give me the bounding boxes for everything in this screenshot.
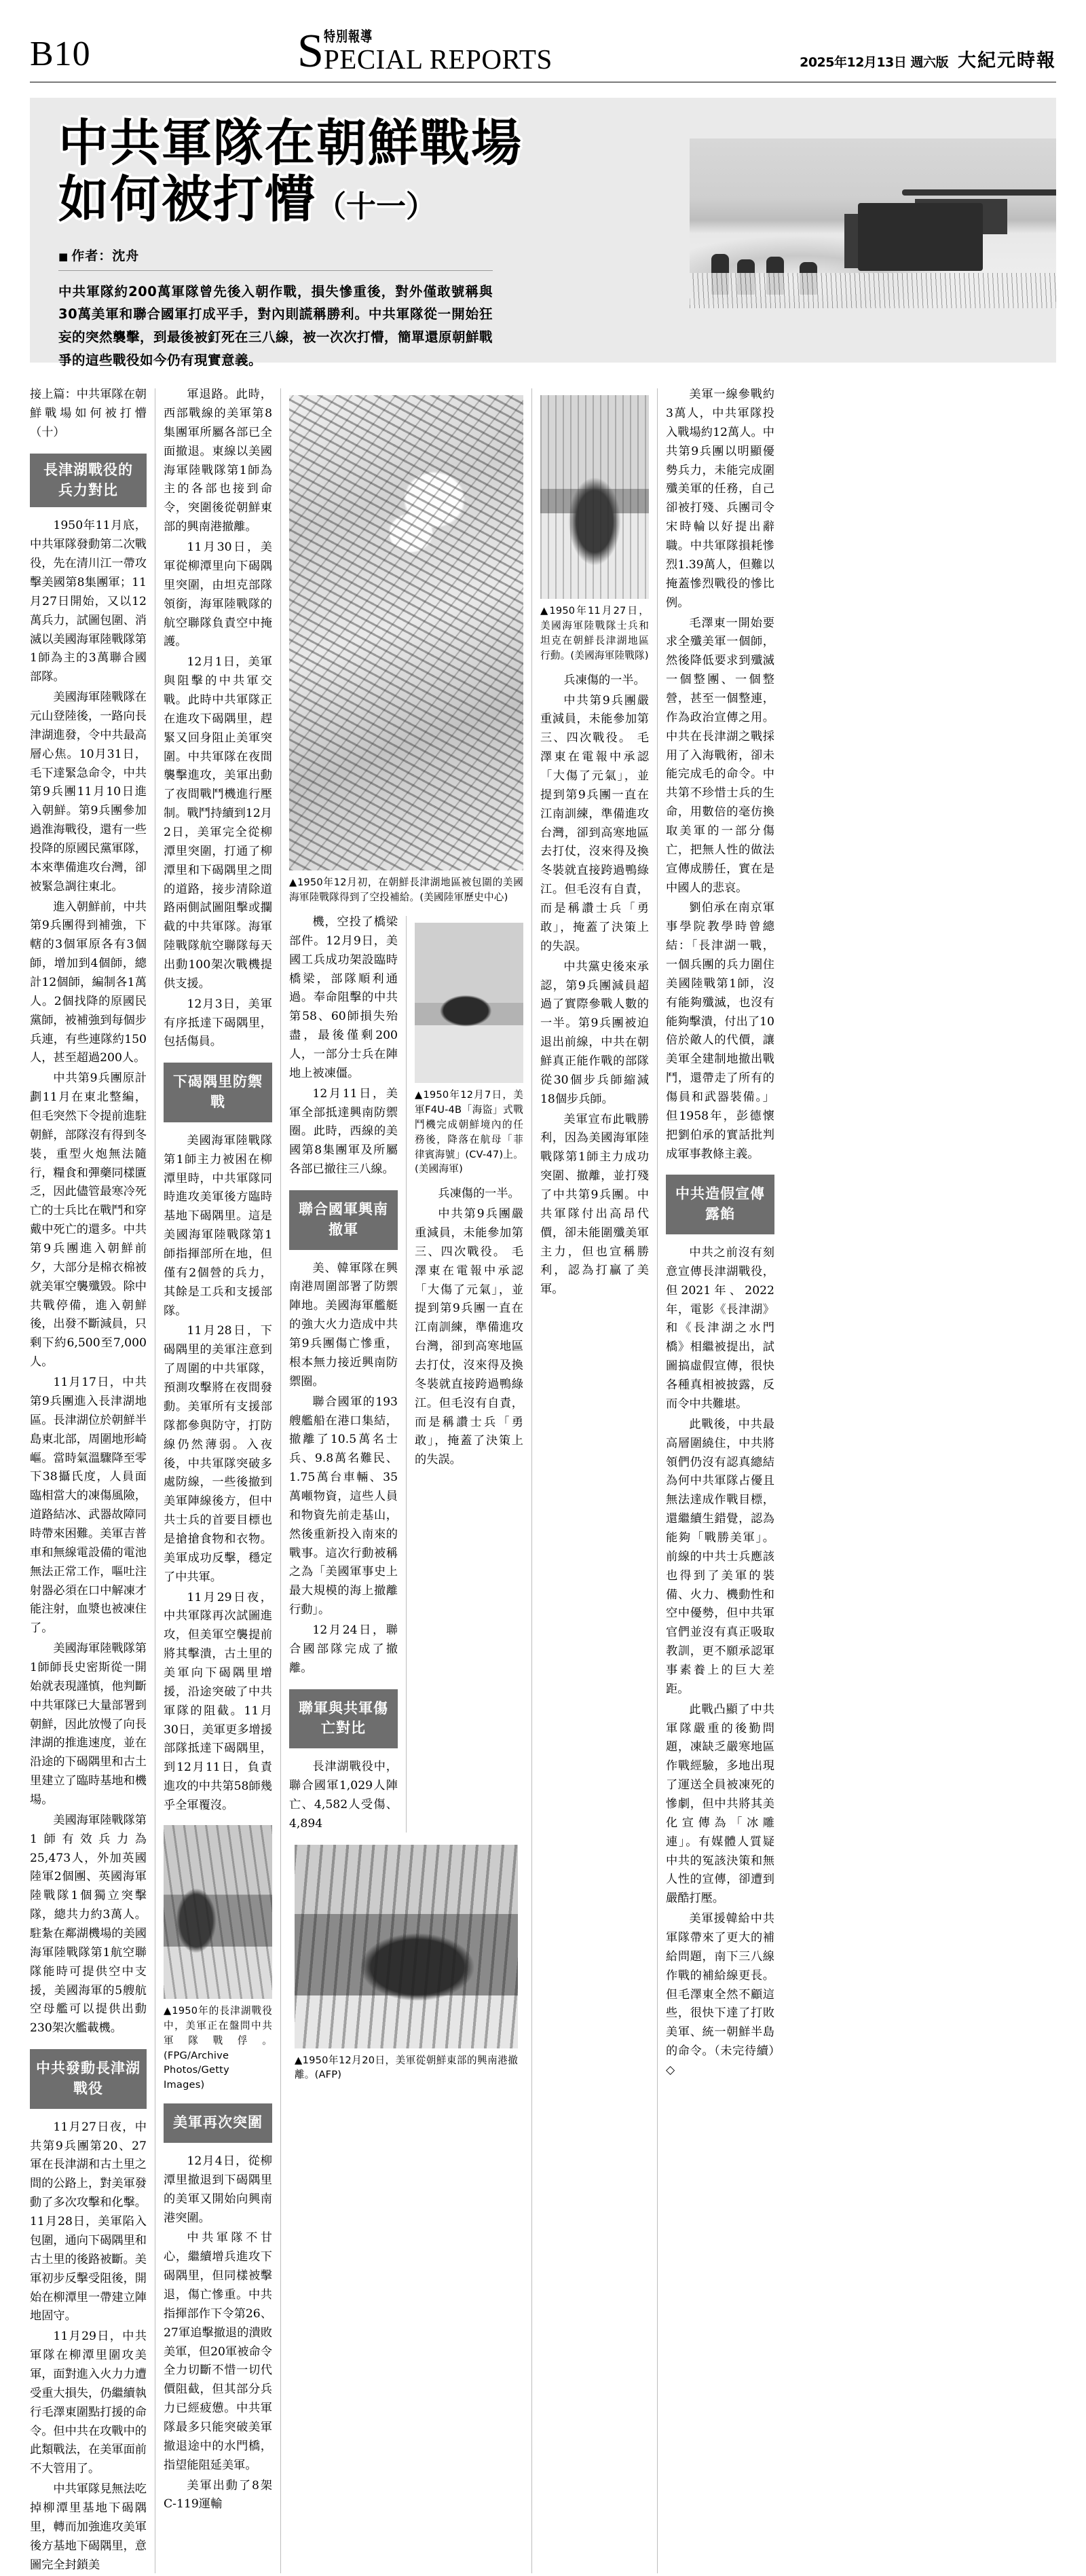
- paragraph: 美國海軍陸戰隊在元山登陸後，一路向長津湖進發，令中共最高層心焦。10月31日，毛下達緊急命令，中共第9兵團11月10日進入朝鮮。第9兵團參加過淮海戰役，還有一些投降的原國民黨軍隊，本來準備進攻台灣，卻被緊急調往東北。: [30, 691, 147, 894]
- paragraph: 11月27日夜，中共第9兵團第20、27軍在長津湖和古土里之間的公路上，對美軍發動了多次攻擊和化擊。11月28日，美軍陷入包圍，通向下碣隅里和古土里的後路被斷。美軍初步反擊受阻後，開始在柳潭里一帶建立陣地固守。: [30, 2120, 147, 2323]
- paragraph: 兵凍傷的一半。: [563, 673, 645, 687]
- section-header-hagaru-defense: [164, 1063, 272, 1122]
- continued-from-note: 接上篇：中共軍隊在朝鮮戰場如何被打懵（十）: [30, 388, 147, 439]
- article-columns: [30, 386, 1056, 2576]
- column-3: [281, 386, 531, 2576]
- paragraph: 美軍宣布此戰勝利，因為美國海軍陸戰隊第1師主力成功突圍、撤離，並打殘了中共第9兵團。中共軍隊付出高昂代價，卻未能圍殲美軍主力，但也宣稱勝利，認為打贏了美軍。: [540, 1112, 649, 1297]
- figure-caption: ▲1950年11月27日，美國海軍陸戰隊士兵和坦克在朝鮮長津湖地區行動。(美國海軍陸戰隊): [540, 605, 649, 661]
- paragraph: 美國海軍陸戰隊第1師有效兵力為25,473人，外加英國陸軍2個團、英國海軍陸戰隊1個獨立突擊隊，總共力約3萬人。駐紮在鄰湖機場的美國海軍陸戰隊第1航空聯隊能時可提供空中支援，美國海軍的5艘航空母艦可以提供出動230架次艦載機。: [30, 1813, 147, 2036]
- photo-pow-interrogation: [164, 1825, 272, 1999]
- column-2: [155, 386, 280, 2576]
- section-header-troop-comparison: [30, 454, 147, 508]
- paragraph: 11月17日，中共第9兵團進入長津湖地區。長津湖位於朝鮮半島東北部，周圍地形崎嶇。當時氣溫驟降至零下38攝氏度，人員面臨相當大的凍傷風險，道路結冰、武器故障同時帶來困難。美軍吉普車和無線電設備的電池無法正常工作，嘔吐注射器必須在口中解凍才能注射，血漿也被凍住了。: [30, 1376, 147, 1636]
- paragraph: 中共第9兵團嚴重減員，未能參加第三、四次戰役。 毛澤東在電報中承認「大傷了元氣」，並提到第9兵團一直在江南訓練，準備進攻台灣，卻到高寒地區去打仗，沒來得及換冬裝就直接跨過鴨綠江。但毛沒有自責，而是稱讚士兵「勇敢」，掩蓋了決策上的失誤。: [540, 693, 649, 953]
- paragraph: 中共第9兵團原計劃11月在東北整編，但毛突然下令提前進駐朝鮮，部隊沒有得到冬裝，重型火炮無法隨行，糧食和彈藥同樣匱乏，因此儘管最寒冷死亡的士兵比在戰鬥和穿戴中死亡的還多。中共第9兵團進入朝鮮前夕，大部分是棉衣棉被就美軍空襲殲毀。除中共戰停備，進入朝鮮後，出發不斷減員，只剩下約6,500至7,000人。: [30, 1071, 147, 1369]
- section-header-line-1: 聯軍與共軍傷亡對比: [299, 1699, 388, 1737]
- section-logo-chinese: 特別報導: [323, 29, 373, 46]
- paragraph: 中共之前沒有刻意宣傳長津湖戰役，但2021年、2022年，電影《長津湖》和《長津湖之水門橋》相繼被提出，試圖搞虛假宣傳，很快各種真相被披露，反而令中共難堪。: [666, 1246, 774, 1411]
- column-4: [532, 386, 657, 2576]
- paragraph: 12月11日，美軍全部抵達興南防禦圈。此時，西線的美國第8集團軍及所屬各部已撤往三八線。: [289, 1086, 398, 1177]
- figure-corsair-plane: [415, 923, 523, 1177]
- paragraph: 兵凍傷的一半。: [438, 1187, 520, 1201]
- headline-line-1: 中共軍隊在朝鮮戰場: [58, 114, 523, 173]
- photo-aerial-airdrop: [289, 395, 523, 870]
- section-logo-initial: S: [297, 25, 324, 77]
- headline: [30, 98, 546, 228]
- paragraph: 聯合國軍的193艘艦船在港口集結，撤離了10.5萬名士兵、9.8萬名難民、1.75萬台車輛、35萬噸物資，這些人員和物資先前走基山，然後重新投入南來的戰事。這次行動被稱之為「美國軍事史上最大規模的海上撤離行動」。: [289, 1395, 398, 1617]
- paragraph: 中共軍隊不甘心，繼續增兵進攻下碣隅里，但同樣被擊退，傷亡慘重。中共指揮部作下令第26、27軍追擊撤退的潰敗美軍，但20軍被命令全力切斷不惜一切代價阻截，但其部分兵力已經疲憊。中共軍隊最多只能突破美軍撤退途中的水門橋，指望能阻延美軍。: [164, 2231, 272, 2472]
- paragraph: 11月29日，中共軍隊在柳潭里圍攻美軍，面對進入火力力遭受重大損失，仍繼續執行毛澤東圍點打援的命令。但中共在攻戰中的此類戰法，在美軍面前不大管用了。: [30, 2330, 147, 2476]
- paragraph: 美國海軍陸戰隊第1師師長史密斯從一開始就表現謹慎，他判斷中共軍隊已大量部署到朝鮮，因此放慢了向長津湖的推進速度，並在沿途的下碣隅里和古土里建立了臨時基地和機場。: [30, 1642, 147, 1807]
- figure-marines-tanks: [540, 395, 649, 663]
- section-header-launch-battle: [30, 2049, 147, 2109]
- section-header-propaganda-exposed: [666, 1175, 774, 1234]
- section-header-line-1: 長津湖戰役的: [43, 461, 133, 478]
- headline-series-number: （十一）: [316, 189, 436, 225]
- section-header-casualty-comparison: [289, 1689, 398, 1749]
- figure-caption: ▲1950年12月20日，美軍從朝鮮東部的興南港撤離。(AFP): [295, 2054, 518, 2081]
- paragraph: 12月24日，聯合國部隊完成了撤離。: [289, 1623, 398, 1675]
- masthead-rule: [30, 81, 1056, 83]
- figure-caption: ▲1950年12月7日，美軍F4U-4B「海盜」式戰鬥機完成朝鮮境內的任務後，降落在航母「菲律賓海號」(CV-47)上。(美國海軍): [415, 1088, 523, 1175]
- paragraph: 美、韓軍隊在興南港周圍部署了防禦陣地。美國海軍艦艇的強大火力造成中共第9兵團傷亡慘重，根本無力接近興南防禦圈。: [289, 1261, 398, 1388]
- paragraph: 11月28日，下碣隅里的美軍注意到了周圍的中共軍隊，預測攻擊將在夜間發動。美軍所有支援部隊都參與防守，打防線仍然薄弱。入夜後，中共軍隊突破多處防線，一些後撤到美軍陣線後方，但中共士兵的首要目標也是搶搶食物和衣物。美軍成功反擊，穩定了中共軍。: [164, 1324, 272, 1584]
- section-header-line-1: 聯合國軍興南撤軍: [299, 1201, 388, 1238]
- section-header-second-breakout: [164, 2103, 272, 2143]
- section-header-line-1: 下碣隅里防禦戰: [173, 1073, 263, 1111]
- hero-photo-foreground: [690, 273, 1056, 308]
- photo-hungnam-withdrawal: [295, 1845, 518, 2048]
- hero-block: [30, 98, 1056, 368]
- publication-date: 2025年12月13日 週六版: [800, 55, 948, 71]
- byline-rule: [58, 270, 493, 271]
- section-logo: [297, 25, 553, 77]
- paragraph: 12月1日，美軍與阻擊的中共軍交戰。此時中共軍隊正在進攻下碣隅里，趕緊又回身阻止美軍突圍。中共軍隊在夜間襲擊進攻，美軍出動了夜間戰鬥機進行壓制。戰鬥持續到12月2日，美軍完全從柳潭里突圍，打通了柳潭里和下碣隅里之間的道路，接步清除道路兩側試圖阻擊或攔截的中共軍隊。海軍陸戰隊航空聯隊每天出動100架次戰機提供支援。: [164, 655, 272, 991]
- section-header-hungnam-evac: [289, 1190, 398, 1250]
- column-5: [658, 386, 783, 2576]
- paragraph: 12月3日，美軍有序抵達下碣隅里，包括傷員。: [164, 997, 272, 1049]
- paragraph: 美軍援韓給中共軍隊帶來了更大的補給問題，南下三八線作戰的補給線更長。但毛澤東全然不顧這些，很快下達了打敗美軍、統一朝鮮半島的命令。（未完待續）◇: [666, 1912, 774, 2077]
- paragraph: 12月4日，從柳潭里撤退到下碣隅里的美軍又開始向興南港突圍。: [164, 2154, 272, 2225]
- paragraph: 11月29日夜，中共軍隊再次試圖進攻，但美軍空襲提前將其擊潰，古土里的美軍向下碣隅里增援，沿途突破了中共軍隊的阻截。11月30日，美軍更多增援部隊抵達下碣隅里，到12月11日，負責進攻的中共第58師幾乎全軍覆沒。: [164, 1590, 272, 1812]
- paragraph: 此戰後，中共最高層圍繞住，中共將領們仍沒有認真總結為何中共軍隊占優且無法達成作戰目標，還繼續生錯覺，認為能夠「戰勝美軍」。前線的中共士兵應該也得到了美軍的裝備、火力、機動性和空中優勢，但中共軍官們並沒有真正吸取教訓，更不願承認軍事素養上的巨大差距。: [666, 1417, 774, 1696]
- figure-hungnam-withdrawal: [295, 1845, 518, 2083]
- photo-marines-tanks: [540, 395, 649, 599]
- section-header-line-2: 兵力對比: [58, 481, 118, 498]
- section-header-line-1: 中共造假宣傳露餡: [675, 1185, 765, 1223]
- column-1: [30, 386, 155, 2576]
- hero-photo-tank: [690, 139, 1056, 308]
- byline: [58, 246, 493, 264]
- headline-line-2: 如何被打懵: [58, 170, 316, 229]
- section-header-line-1: 美軍再次突圍: [173, 2114, 263, 2131]
- masthead: [24, 0, 1062, 77]
- paragraph: 此戰凸顯了中共軍隊嚴重的後勤問題，凍缺乏嚴寒地區作戰經驗，多地出現了運送全員被凍死的慘劇，但中共將其美化宣傳為「冰雕連」。有媒體人質疑中共的冤該決策和無人性的宣傳，卻遭到嚴酷打壓。: [666, 1702, 774, 1906]
- paragraph: 軍退路。此時，西部戰線的美軍第8集團軍所屬各部已全面撤退。東線以美國海軍陸戰隊第1師為主的各部也接到命令，突圍後從朝鮮東部的興南港撤離。: [164, 388, 272, 534]
- figure-caption: ▲1950年12月初，在朝鮮長津湖地區被包圍的美國海軍陸戰隊得到了空投補給。(美國陸軍歷史中心): [289, 877, 523, 904]
- paragraph: 毛澤東一開始要求全殲美軍一個師，然後降低要求到殲滅一個整團、一個整營，甚至一個整連，作為政治宣傳之用。中共在長津湖之戰採用了入海戰術，卻未能完成毛的命令。中共第不珍惜士兵的生命，用數倍的毫仿換取美軍的一部分傷亡，把無人性的做法宣傳成勝任，實在是中國人的悲哀。: [666, 616, 774, 895]
- paragraph: 11月30日，美軍從柳潭里向下碣隅里突圍，由坦克部隊領銜，海軍陸戰隊的航空聯隊負責空中掩護。: [164, 540, 272, 649]
- paragraph: 長津湖戰役中，聯合國軍1,029人陣亡、4,582人受傷、4,894: [289, 1760, 398, 1830]
- paragraph: 美國海軍陸戰隊第1師主力被困在柳潭里時，中共軍隊同時進攻美軍後方臨時基地下碣隅里。這是美國海軍陸戰隊第1師指揮部所在地，但僅有2個營的兵力，其餘是工兵和支援部隊。: [164, 1133, 272, 1318]
- paragraph: 中共第9兵團嚴重減員，未能參加第三、四次戰役。 毛澤東在電報中承認「大傷了元氣」，並提到第9兵團一直在江南訓練，準備進攻台灣，卻到高寒地區去打仗，沒來得及換冬裝就直接跨過鴨綠江。但毛沒有自責，而是稱讚士兵「勇敢」，掩蓋了決策上的失誤。: [415, 1207, 523, 1467]
- paragraph: 進入朝鮮前，中共第9兵團得到補強，下轄的3個軍原各有3個師，增加到4個師，總計12個師，編制各1萬人。2個找降的原國民黨師，被補強到每個步兵連，有些連隊約150人，甚至超過200人。: [30, 900, 147, 1065]
- byline-author: 作者：沈舟: [71, 248, 140, 263]
- dateline: [800, 45, 1056, 72]
- column-3a: [289, 913, 406, 1835]
- paragraph: 中共軍隊見無法吃掉柳潭里基地下碣隅里，轉而加強進攻美軍後方基地下碣隅里，意圖完全封鎖美: [30, 2482, 147, 2572]
- paragraph: 美軍出動了8架C-119運輸: [164, 2478, 272, 2511]
- section-header-line-1: 中共發動長津湖戰役: [36, 2060, 141, 2097]
- paragraph: 劉伯承在南京軍事學院教學時曾總結：「長津湖一戰，一個兵團的兵力圍住美國陸戰第1師，沒有能夠殲滅，也沒有能夠擊潰，付出了10倍於敵人的代價，讓美軍全建制地撤出戰鬥，還帶走了所有的傷員和武器裝備。」但1958年，彭德懷把劉伯承的實話批判成軍事教條主義。: [666, 901, 774, 1161]
- figure-aerial-airdrop: [289, 395, 523, 905]
- paragraph: 美軍一線參戰約3萬人，中共軍隊投入戰場約12萬人。中共第9兵團以明顯優勢兵力，未能完成圍殲美軍的任務，自己卻被打殘、兵團司令宋時輪以好提出辭職。中共軍隊損耗慘烈1.39萬人，但難以掩蓋慘烈戰役的慘比例。: [666, 388, 774, 610]
- page-folio: B10: [30, 35, 91, 74]
- figure-caption: ▲1950年的長津湖戰役中，美軍正在盤問中共軍隊戰俘。(FPG/Archive Photos/Getty Images): [164, 2004, 272, 2091]
- section-logo-english: PECIAL REPORTS: [323, 43, 553, 75]
- figure-pow-interrogation: [164, 1825, 272, 2093]
- byline-marker-icon: ■: [58, 250, 69, 263]
- photo-corsair-plane: [415, 923, 523, 1083]
- paper-name: 大紀元時報: [958, 50, 1056, 72]
- column-3b: [407, 913, 523, 1835]
- paragraph: 中共黨史後來承認，第9兵團減員超過了實際參戰人數的一半。第9兵團被迫退出前線，中共在朝鮮真正能作戰的部隊從30個步兵師縮減18個步兵師。: [540, 959, 649, 1106]
- paragraph: 機，空投了橋梁部件。12月9日，美國工兵成功架設臨時橋梁，部隊順利通過。奉命阻擊的中共第58、60師損失殆盡，最後僅剩200人，一部分士兵在陣地上被凍僵。: [289, 915, 398, 1080]
- lede-paragraph: 中共軍隊約200萬軍隊曾先後入朝作戰，損失慘重後，對外僅敢號稱與30萬美軍和聯合國軍打成平手，對內則謊稱勝利。中共軍隊從一開始狂妄的突然襲擊，到最後被釘死在三八線，被一次次打懵，簡單還原朝鮮戰爭的這些戰役如今仍有現實意義。: [58, 283, 493, 368]
- paragraph: 1950年11月底，中共軍隊發動第二次戰役，先在清川江一帶攻擊美國第8集團軍；11月27日開始，又以12萬兵力，試圖包圍、消滅以美國海軍陸戰隊第1師為主的3萬聯合國部隊。: [30, 519, 147, 684]
